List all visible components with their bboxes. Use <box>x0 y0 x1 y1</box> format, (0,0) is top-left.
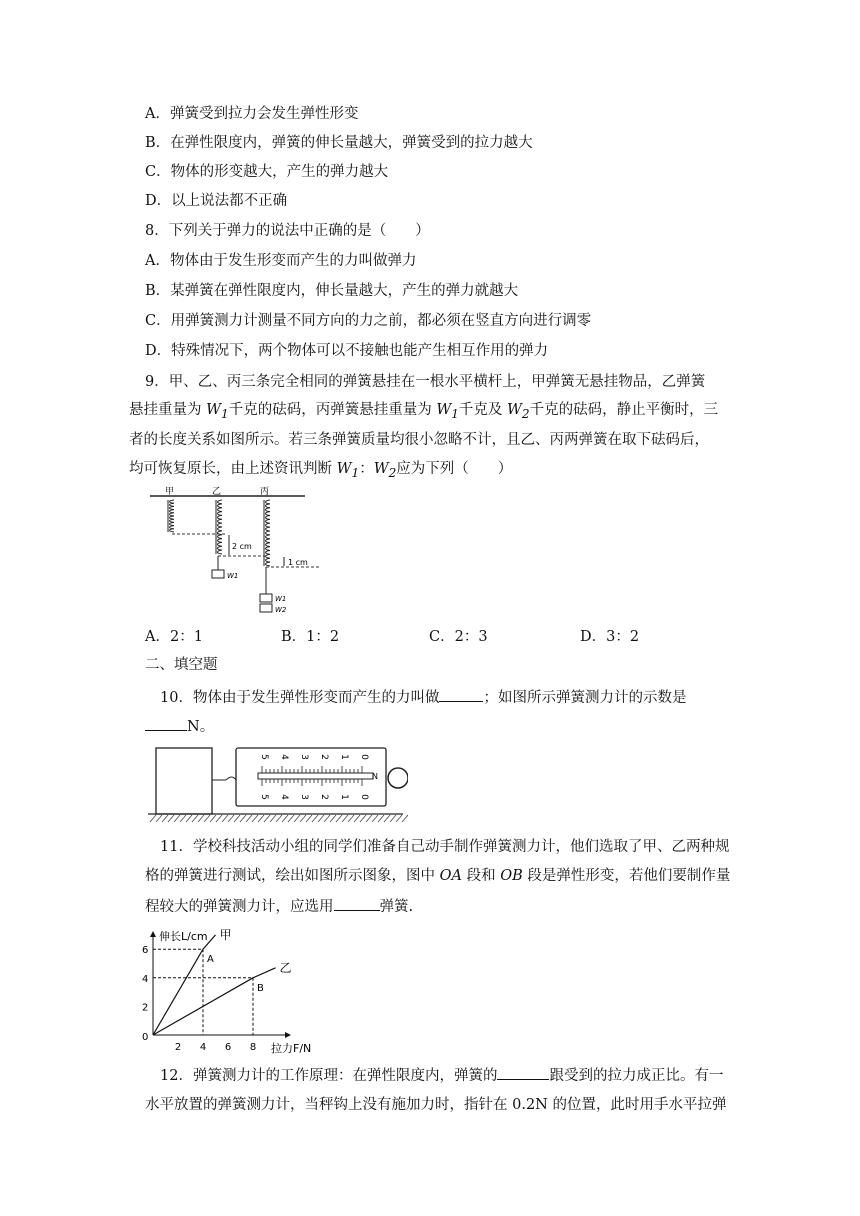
q8-stem: 8．下列关于弹力的说法中正确的是（ ） <box>145 223 430 239</box>
q9-text: ： <box>359 461 374 477</box>
q10-text: ；如图所示弹簧测力计的示数是 <box>483 690 687 706</box>
q12-line-2: 水平放置的弹簧测力计，当秤钩上没有施加力时，指针在 0.2N 的位置，此时用手水平拉弹 <box>145 1097 727 1113</box>
y-tick-label: 6 <box>142 945 149 957</box>
w2-var: $W_2$ <box>507 402 530 421</box>
w1-var: $W_1$ <box>206 402 229 421</box>
answer-blank[interactable] <box>145 716 187 731</box>
label-jia: 甲 <box>165 487 175 497</box>
scale-numbers-bottom <box>259 794 369 800</box>
scale-number: 3 <box>299 794 309 800</box>
scale-number: 1 <box>339 754 349 760</box>
scale-number: 4 <box>279 754 289 760</box>
q11-line-2 <box>145 866 730 886</box>
dim-2cm: 2 cm <box>232 542 252 551</box>
w2-var: $W_2$ <box>373 461 397 480</box>
q11-text: 格的弹簧进行测试，绘出如图所示图象，图中 <box>145 868 440 884</box>
x-tick-label: 2 <box>174 1042 182 1053</box>
q8-option-c: C．用弹簧测力计测量不同方向的力之前，都必须在竖直方向进行调零 <box>145 313 592 329</box>
weight-label: W1 <box>227 572 239 580</box>
q9-text: 均可恢复原长，由上述资讯判断 <box>129 461 337 477</box>
q7-option-b: B．在弹性限度内，弹簧的伸长量越大，弹簧受到的拉力越大 <box>145 135 533 151</box>
segment-oa: OA <box>439 868 462 884</box>
q11-line-1: 11．学校科技活动小组的同学们准备自己动手制作弹簧测力计，他们选取了甲、乙两种规 <box>160 839 730 855</box>
q8-option-a: A．物体由于发生形变而产生的力叫做弹力 <box>145 253 417 269</box>
spring-jia <box>168 500 174 532</box>
w1-var: $W_1$ <box>336 461 360 480</box>
springs-figure <box>150 486 330 620</box>
q11-text: 段是弹性形变，若他们要制作量 <box>522 868 731 884</box>
q10-line-2 <box>145 716 214 737</box>
point-label: B <box>257 982 264 994</box>
weight-w1-bing <box>260 594 272 602</box>
q12-text: 跟受到的拉力成正比。有一 <box>549 1068 724 1084</box>
scale-number: 1 <box>339 794 349 800</box>
unit-label: N <box>372 772 378 781</box>
q9-line-4 <box>129 459 512 483</box>
q11-text: 程较大的弹簧测力计，应选用 <box>145 899 334 915</box>
q9-option-b: B．1：2 <box>281 629 340 645</box>
q9-text: 千克及 <box>458 402 508 418</box>
origin-label: 0 <box>142 1032 149 1043</box>
q11-text: 段和 <box>461 868 501 884</box>
spring-slot <box>258 773 373 779</box>
ground-hatch <box>150 815 408 822</box>
q9-text: 千克的砝码，静止平衡时，三 <box>529 402 719 418</box>
q9-line-1: 9．甲、乙、丙三条完全相同的弹簧悬挂在一根水平横杆上，甲弹簧无悬挂物品，乙弹簧 <box>145 374 706 390</box>
q8-option-b: B．某弹簧在弹性限度内，伸长量越大，产生的弹力就越大 <box>145 283 519 299</box>
answer-blank[interactable] <box>497 1065 549 1080</box>
scale-number: 5 <box>259 754 269 760</box>
x-tick-label: 8 <box>249 1042 257 1053</box>
q7-option-a: A．弹簧受到拉力会发生弹性形变 <box>145 106 359 122</box>
section-title: 二、填空题 <box>145 657 218 673</box>
scale-ticks <box>262 766 362 786</box>
answer-blank[interactable] <box>334 896 380 911</box>
weight-label: W1 <box>275 595 287 603</box>
q10-text: N。 <box>187 719 215 735</box>
q7-option-c: C．物体的形变越大，产生的弹力越大 <box>145 164 389 180</box>
q9-option-d: D．3：2 <box>580 629 640 645</box>
q9-option-c: C．2：3 <box>429 629 488 645</box>
scale-numbers-top <box>259 754 369 760</box>
hook <box>226 777 236 780</box>
ring <box>388 768 408 788</box>
point-label: A <box>207 954 214 966</box>
segment-ob: OB <box>500 868 523 884</box>
scale-number: 0 <box>359 754 369 760</box>
spring-yi <box>216 500 222 554</box>
weight-w1-yi <box>212 570 224 578</box>
q10-text: 10．物体由于发生弹性形变而产生的力叫做 <box>160 690 440 706</box>
w1-var: $W_1$ <box>436 402 459 421</box>
label-yi: 乙 <box>212 487 222 497</box>
weight-w2-bing <box>260 604 272 612</box>
q9-line-2 <box>129 400 718 424</box>
q9-text: 应为下列（ ） <box>396 461 513 477</box>
q9-option-a: A．2：1 <box>145 629 203 645</box>
weight-label: W2 <box>275 606 287 614</box>
series-name-label: 乙 <box>279 960 292 975</box>
q11-text: 弹簧. <box>379 899 414 915</box>
q11-line-3 <box>145 896 413 917</box>
q12-line-1 <box>160 1065 723 1086</box>
y-tick-label: 4 <box>142 973 149 985</box>
dim-1cm: 1 cm <box>288 558 308 567</box>
block <box>156 748 212 814</box>
q8-option-d: D．特殊情况下，两个物体可以不接触也能产生相互作用的弹力 <box>145 343 549 359</box>
y-tick-label: 2 <box>142 1002 149 1014</box>
elongation-chart <box>138 926 338 1058</box>
scale-number: 3 <box>299 754 309 760</box>
x-tick-label: 6 <box>224 1042 232 1053</box>
scale-number: 2 <box>319 794 329 800</box>
q9-line-3: 者的长度关系如图所示。若三条弹簧质量均很小忽略不计，且乙、丙两弹簧在取下砝码后， <box>129 432 709 448</box>
scale-number: 4 <box>279 794 289 800</box>
x-tick-label: 4 <box>199 1042 207 1053</box>
q9-text: 千克的砝码，丙弹簧悬挂重量为 <box>228 402 437 418</box>
scale-number: 2 <box>319 754 329 760</box>
answer-blank[interactable] <box>439 687 483 702</box>
series-name-label: 甲 <box>219 927 232 942</box>
scale-number: 5 <box>259 794 269 800</box>
q12-text: 12．弹簧测力计的工作原理：在弹性限度内，弹簧的 <box>160 1068 498 1084</box>
spring-scale-figure <box>148 744 408 830</box>
label-bing: 丙 <box>260 487 270 497</box>
q7-option-d: D．以上说法都不正确 <box>145 193 288 209</box>
q10-line-1 <box>160 687 686 708</box>
y-axis-label: 伸长L/cm <box>159 930 208 943</box>
scale-number: 0 <box>359 794 369 800</box>
series-line-jia <box>153 935 216 1035</box>
x-axis-label: 拉力F/N <box>271 1042 312 1055</box>
q9-text: 悬挂重量为 <box>129 402 207 418</box>
